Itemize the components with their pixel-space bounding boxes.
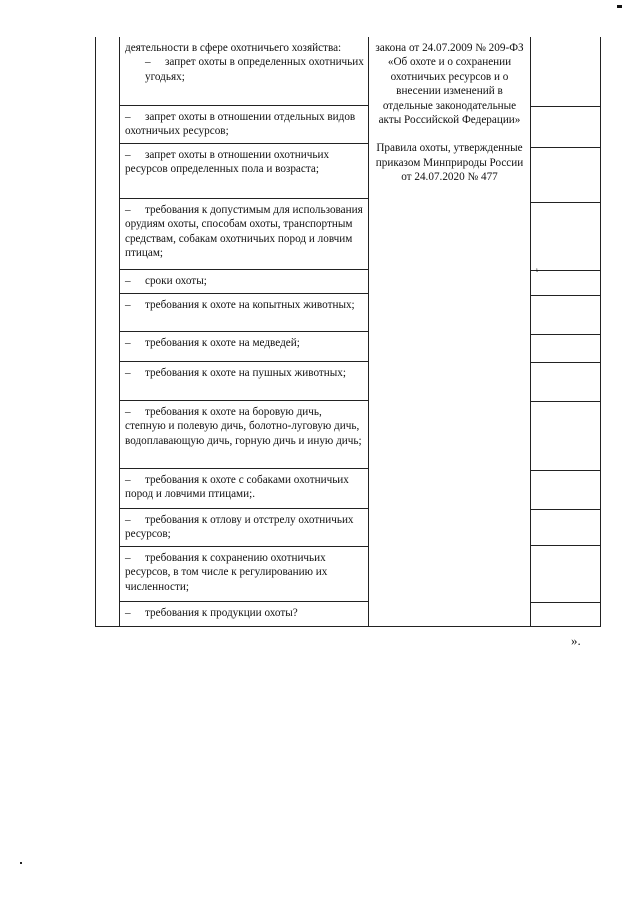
criteria-cell [120, 37, 368, 106]
criteria-item: – требования к допустимым для использования орудиям охоты, способам охоты, транспортным средствам, собакам охотничьих пород и ловчим птицам; [125, 204, 363, 260]
criteria-cell [120, 199, 368, 270]
right-column-rule [530, 202, 601, 203]
criteria-item: – требования к охоте на боровую дичь, степную и полевую дичь, болотно-луговую дичь, водоплавающую дичь, горную дичь и иную дичь; [125, 406, 362, 447]
closing-quote: ». [571, 633, 581, 648]
hunting-rules-reference: Правила охоты, утвержденные приказом Минприроды России от 24.07.2020 № 477 [375, 142, 524, 184]
right-column-rule [530, 602, 601, 603]
criteria-cell [120, 602, 368, 626]
right-column-rule [530, 362, 601, 363]
criteria-cell [120, 469, 368, 509]
scan-mark: ι [536, 266, 538, 274]
criteria-item: – требования к продукции охоты? [125, 607, 298, 619]
criteria-cell [120, 144, 368, 199]
criteria-item: – запрет охоты в отношении отдельных видов охотничьих ресурсов; [125, 111, 356, 138]
criteria-cell [120, 401, 368, 469]
right-column-rule [530, 545, 601, 546]
table-border-bottom [95, 626, 601, 627]
right-column-rule [530, 147, 601, 148]
criteria-item: – требования к охоте на медведей; [125, 337, 300, 349]
criteria-cell [120, 332, 368, 362]
corner-mark [617, 5, 622, 8]
criteria-cell [120, 362, 368, 401]
right-column-rule [530, 401, 601, 402]
table-border-col2 [368, 37, 369, 626]
criteria-lead: деятельности в сфере охотничьего хозяйства: [125, 42, 342, 54]
dash: – [145, 56, 151, 69]
criteria-item: – требования к отлову и отстрелу охотничьих ресурсов; [125, 514, 354, 541]
criteria-item: – требования к охоте на копытных животных; [125, 299, 355, 311]
criteria-cell [120, 270, 368, 294]
criteria-cell [120, 547, 368, 602]
criteria-item: – требования к охоте с собаками охотничьих пород и ловчими птицами;. [125, 474, 349, 501]
scan-speck [20, 862, 22, 864]
right-column-rule [530, 470, 601, 471]
criteria-cell [120, 106, 368, 144]
table-border-left [95, 37, 96, 626]
law-reference: закона от 24.07.2009 № 209-ФЗ «Об охоте и о сохранении охотничьих ресурсов и о внесении изменений в отдельные законодательные акты Российской Федерации» [375, 42, 524, 127]
right-column-rule [530, 509, 601, 510]
criteria-item: – запрет охоты в отношении охотничьих ресурсов определенных пола и возраста; [125, 149, 330, 176]
right-column-rule [530, 270, 601, 271]
criteria-cell [120, 294, 368, 332]
criteria-item: – требования к охоте на пушных животных; [125, 367, 347, 379]
law-reference-cell [371, 41, 528, 185]
criteria-item: – требования к сохранению охотничьих ресурсов, в том числе к регулированию их численности; [125, 552, 328, 593]
criteria-cell [120, 509, 368, 547]
right-column-rule [530, 334, 601, 335]
right-column-rule [530, 295, 601, 296]
right-column-rule [530, 106, 601, 107]
table-border-col3 [530, 37, 531, 626]
table-border-right [600, 37, 601, 626]
criteria-item: – сроки охоты; [125, 275, 207, 287]
criteria-item: – запрет охоты в определенных охотничьих угодьях; [145, 56, 364, 83]
